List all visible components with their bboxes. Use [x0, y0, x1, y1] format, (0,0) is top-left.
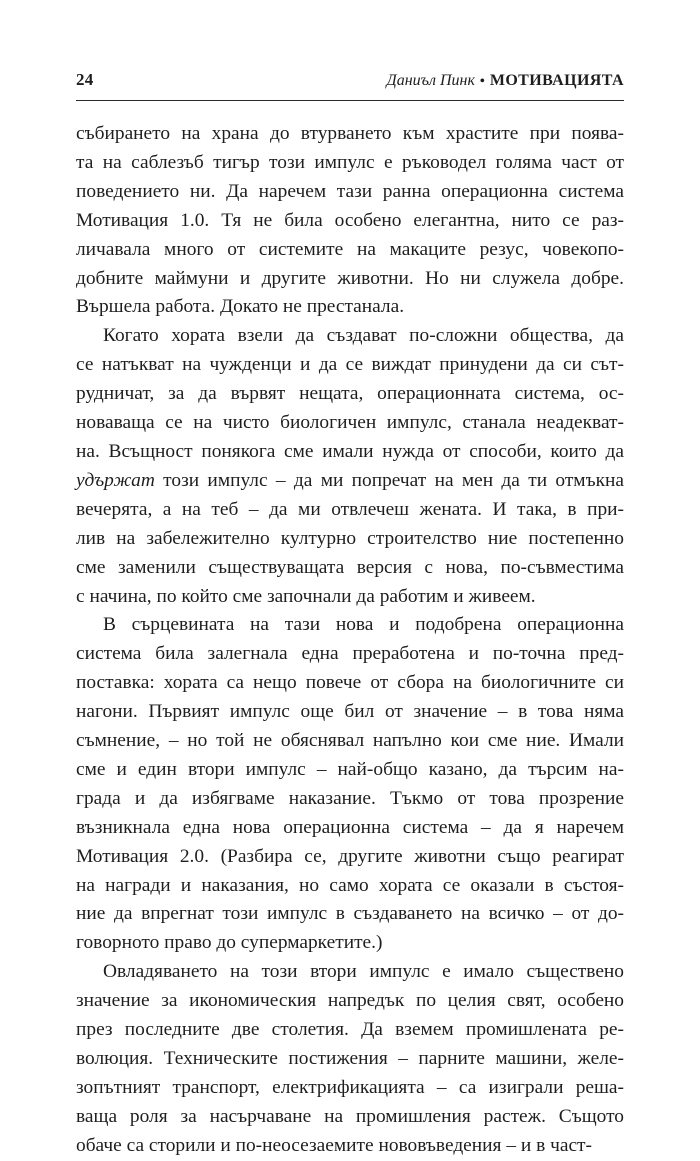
text-line: на. Всъщност понякога сме имали нужда от способи, които да: [76, 440, 624, 462]
text-line: говорното право до супермаркетите.): [76, 932, 383, 954]
text-line: на награди и наказания, но само хората се оказали в състоя-: [76, 874, 624, 896]
book-title: МОТИВАЦИЯТА: [489, 72, 624, 89]
page-number: 24: [76, 70, 94, 89]
text-line: Когато хората взели да създават по-сложни общества, да: [103, 325, 624, 347]
text-line: поставка: хората са нещо повече от сбора на биологичните си: [76, 672, 624, 694]
running-header: [76, 70, 624, 94]
italic-emphasis: удържат: [76, 469, 155, 491]
text-line: възникнала една нова операционна система – да я наречем: [76, 816, 624, 838]
text-line: сме и един втори импулс – най-общо казано, да търсим на-: [76, 758, 624, 780]
text-line: вечерята, а на теб – да ми отвлечеш жената. И така, в при-: [76, 498, 624, 520]
text-line: Вършела работа. Докато не престанала.: [76, 296, 405, 318]
text-line: новаваща се на чисто биологичен импулс, станала неадекват-: [76, 412, 624, 434]
text-line: събирането на храна до втурването към храстите при поява-: [76, 123, 624, 144]
text-line: се натъкват на чужденци и да се виждат принудени да си сът-: [76, 354, 624, 376]
text-line: Овладяването на този втори импулс е имало съществено: [103, 961, 624, 983]
text-line: волюция. Техническите постижения – парните машини, желе-: [76, 1048, 624, 1069]
text-line: поведението ни. Да наречем тази ранна операционна система: [76, 180, 624, 202]
text-line: през последните две столетия. Да вземем промишлената ре-: [76, 1019, 624, 1041]
text-line: система била залегнала една преработена и по-точна пред-: [76, 643, 624, 665]
text-line: та на саблезъб тигър този импулс е ръководел голяма част от: [76, 151, 624, 173]
paragraph: [76, 958, 624, 1160]
body-text: [76, 120, 624, 1161]
header-rule: [76, 100, 624, 101]
running-head: [387, 72, 624, 90]
text-line: добните маймуни и другите животни. Но ни служела добре.: [76, 267, 624, 289]
text-line: [76, 467, 624, 496]
text-line: нагони. Първият импулс още бил от значение – в това няма: [76, 701, 624, 723]
text-line: Мотивация 1.0. Тя не била особено елегантна, нито се раз-: [76, 209, 624, 231]
text-line: лив на забележително културно строителство ние постепенно: [76, 527, 624, 549]
text-line: сме заменили съществуващата версия с нова, по-съвместима: [76, 556, 624, 578]
text-line: града и да избягваме наказание. Тъкмо от това прозрение: [76, 787, 624, 809]
paragraph: [76, 611, 624, 958]
text-line: с начина, по който сме започнали да работим и живеем.: [76, 585, 536, 607]
header-separator: •: [479, 74, 485, 89]
text-line: рудничат, за да вървят нещата, операционната система, ос-: [76, 383, 624, 405]
text-line: зопътният транспорт, електрификацията – са изиграли реша-: [76, 1076, 624, 1098]
line-text: този импулс – да ми попречат на мен да ти отмъкна: [154, 469, 624, 491]
text-line: обаче са сторили и по-неосезаемите нововъведения – и в част-: [76, 1134, 592, 1156]
text-line: личавала много от системите на макаците резус, човекопо-: [76, 238, 624, 260]
text-line: Мотивация 2.0. (Разбира се, другите животни също реагират: [76, 845, 624, 867]
text-line: съмнение, – но той не обяснявал напълно кои сме ние. Имали: [76, 730, 624, 752]
text-line: В сърцевината на тази нова и подобрена операционна: [103, 614, 624, 636]
author-name: Даниъл Пинк: [386, 72, 475, 89]
paragraph: [76, 120, 624, 322]
text-line: ние да впрегнат този импулс в създаването на всичко – от до-: [76, 903, 624, 925]
text-line: значение за икономическия напредък по целия свят, особено: [76, 990, 624, 1012]
text-line: ваща роля за насърчаване на промишления растеж. Същото: [76, 1105, 624, 1127]
paragraph: [76, 322, 624, 611]
